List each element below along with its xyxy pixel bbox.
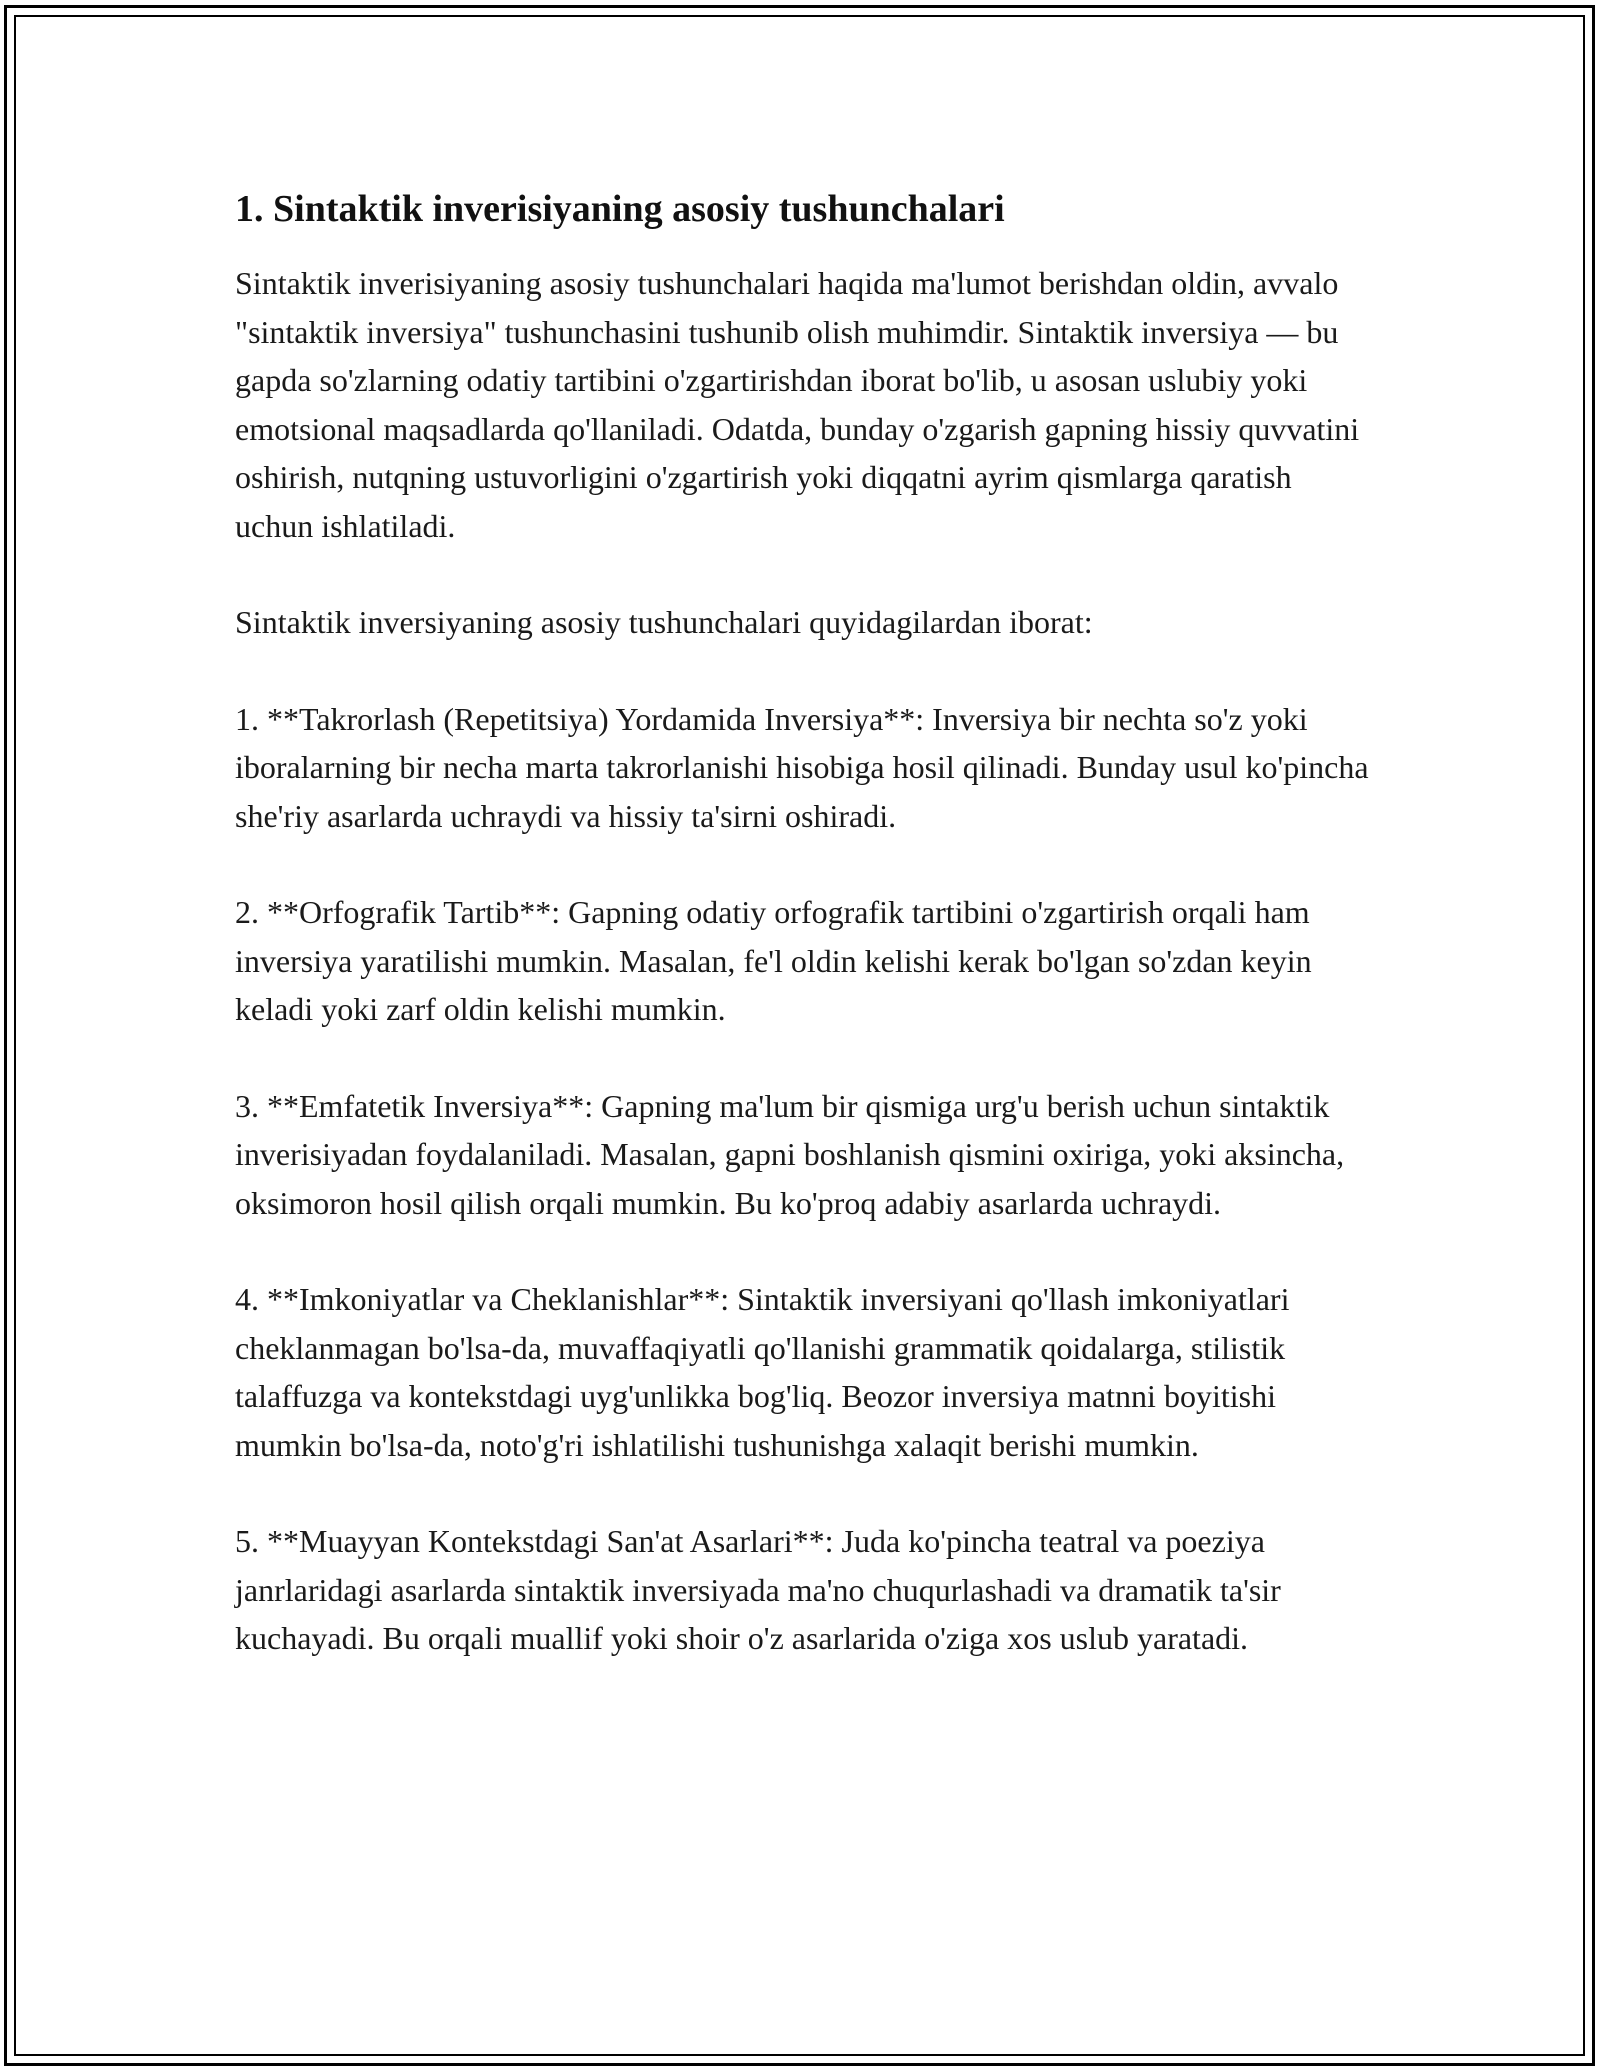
section-heading: 1. Sintaktik inverisiyaning asosiy tushunchalari xyxy=(235,188,1005,230)
list-intro-paragraph: Sintaktik inversiyaning asosiy tushunchalari quyidagilardan iborat: xyxy=(235,604,1093,640)
list-item-3: 3. **Emfatetik Inversiya**: Gapning ma'lum bir qismiga urg'u berish uchun sintaktik inverisiyadan foydalaniladi. Masalan, gapni boshlanish qismini oxiriga, yoki aksincha, oksimoron hosil qilish orqali mumkin. Bu ko'proq adabiy asarlarda uchraydi. xyxy=(235,1087,1345,1221)
list-item-4: 4. **Imkoniyatlar va Cheklanishlar**: Sintaktik inversiyani qo'llash imkoniyatlari cheklanmagan bo'lsa-da, muvaffaqiyatli qo'llanishi grammatik qoidalarga, stilistik talaffuzga va kontekstdagi uyg'unlikka bog'liq. Beozor inversiya matnni boyitishi mumkin bo'lsa-da, noto'g'ri ishlatilishi tushunishga xalaqit berishi mumkin. xyxy=(235,1281,1290,1463)
list-item-5: 5. **Muayyan Kontekstdagi San'at Asarlari**: Juda ko'pincha teatral va poeziya janrlaridagi asarlarda sintaktik inversiyada ma'no chuqurlashadi va dramatik ta'sir kuchayadi. Bu orqali muallif yoki shoir o'z asarlarida o'ziga xos uslub yaratadi. xyxy=(235,1523,1281,1656)
list-item-1: 1. **Takrorlash (Repetitsiya) Yordamida Inversiya**: Inversiya bir nechta so'z yoki iboralarning bir necha marta takrorlanishi hisobiga hosil qilinadi. Bunday usul ko'pincha she'riy asarlarda uchraydi va hissiy ta'sirni oshiradi. xyxy=(235,700,1369,834)
document-body xyxy=(235,185,1370,1711)
intro-paragraph: Sintaktik inverisiyaning asosiy tushunchalari haqida ma'lumot berishdan oldin, avvalo "sintaktik inversiya" tushunchasini tushunib olish muhimdir. Sintaktik inversiya — bu gapda so'zlarning odatiy tartibini o'zgartirishdan iborat bo'lib, u asosan uslubiy yoki emotsional maqsadlarda qo'llaniladi. Odatda, bunday o'zgarish gapning hissiy quvvatini oshirish, nutqning ustuvorligini o'zgartirish yoki diqqatni ayrim qismlarga qaratish uchun ishlatiladi. xyxy=(235,265,1360,544)
list-item-2: 2. **Orfografik Tartib**: Gapning odatiy orfografik tartibini o'zgartirish orqali ham inversiya yaratilishi mumkin. Masalan, fe'l oldin kelishi kerak bo'lgan so'zdan keyin keladi yoki zarf oldin kelishi mumkin. xyxy=(235,894,1312,1027)
